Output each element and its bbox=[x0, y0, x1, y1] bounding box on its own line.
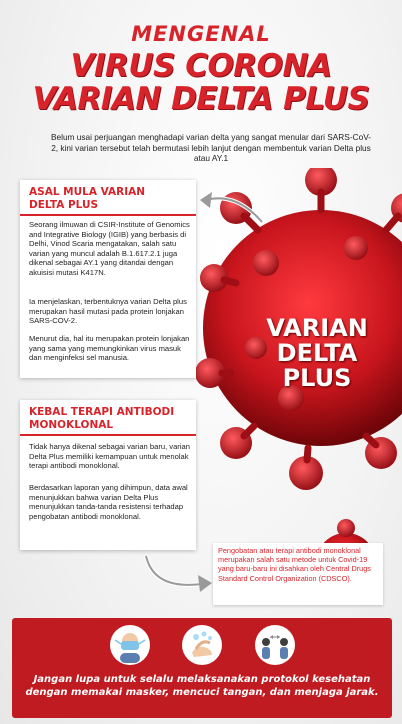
card-origin bbox=[20, 180, 196, 378]
virus-label bbox=[252, 316, 382, 391]
card-origin-heading-line-1: ASAL MULA VARIAN bbox=[29, 186, 146, 198]
title-block bbox=[0, 22, 402, 116]
card-resistance-divider bbox=[20, 434, 196, 436]
card-resistance-heading: KEBAL TERAPI ANTIBODI MONOKLONAL bbox=[29, 406, 175, 431]
card-resistance bbox=[20, 400, 196, 550]
virus-label-line-3: PLUS bbox=[282, 364, 352, 392]
title-kicker: MENGENAL bbox=[131, 22, 271, 46]
card-origin-heading-line-2: DELTA PLUS bbox=[29, 199, 99, 211]
therapy-note-text: Pengobatan atau terapi antibodi monoklonal merupakan salah satu metode untuk Covid-19 yang baru-baru ini disahkan oleh Central Drugs Standard Control Organization (CDSCO). bbox=[218, 546, 371, 583]
therapy-note bbox=[213, 543, 383, 605]
health-protocol-banner bbox=[12, 618, 392, 718]
virus-label-line-1: VARIAN bbox=[266, 314, 368, 342]
card-origin-paragraph-3: Menurut dia, hal itu merupakan protein lonjakan yang sama yang memungkinkan virus masuk dan menginfeksi sel manusia. bbox=[29, 334, 190, 363]
intro-text: Belum usai perjuangan menghadapi varian delta yang sangat menular dari SARS-CoV-2, kini varian tersebut telah bermutasi lebih lanjut dengan membentuk varian Delta plus atau AY.1 bbox=[50, 132, 372, 163]
title-line-2: VARIAN DELTA PLUS bbox=[32, 81, 370, 117]
arrow-right-icon bbox=[140, 552, 216, 596]
card-resistance-paragraph-2: Berdasarkan laporan yang dihimpun, data awal menunjukkan bahwa varian Delta Plus menunjukkan tanda-tanda resistensi terhadap pengobatan antibodi monoklonal. bbox=[29, 483, 188, 521]
handwash-icon bbox=[182, 625, 222, 665]
card-origin-heading bbox=[29, 186, 194, 212]
card-origin-divider bbox=[20, 214, 196, 216]
card-origin-paragraph-1: Seorang ilmuwan di CSIR-Institute of Genomics and Integrative Biology (IGIB) yang berbasis di Delhi, Vinod Scaria mengatakan, salah satu varian yang muncul adalah B.1.617.2.1 juga dikenal sebagai AY.1 yang ditandai dengan akuisisi mutasi K417N. bbox=[29, 220, 190, 277]
distance-icon bbox=[255, 625, 295, 665]
arrow-left-icon bbox=[196, 188, 266, 228]
card-origin-paragraph-2: Ia menjelaskan, terbentuknya varian Delta plus merupakan hasil mutasi pada protein lonjakan SARS-COV-2. bbox=[29, 297, 187, 326]
title-line-1: VIRUS CORONA bbox=[70, 48, 332, 84]
mask-icon bbox=[110, 625, 150, 665]
virus-label-line-2: DELTA bbox=[276, 339, 358, 367]
health-protocol-message: Jangan lupa untuk selalu melaksanakan protokol kesehatan dengan memakai masker, mencuci tangan, dan menjaga jarak. bbox=[25, 674, 379, 698]
card-resistance-paragraph-1: Tidak hanya dikenal sebagai varian baru, varian Delta Plus memiliki kemampuan untuk menolak terapi antibodi monoklonal. bbox=[29, 442, 190, 471]
